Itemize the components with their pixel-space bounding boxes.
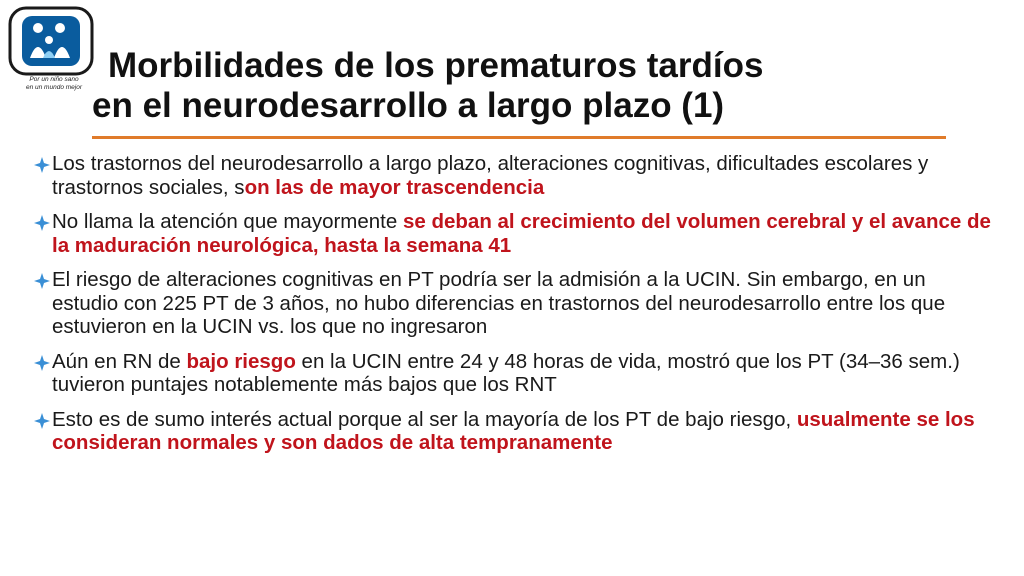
diamond-bullet-icon (34, 215, 50, 231)
diamond-bullet-icon (34, 413, 50, 429)
bullet-text: Esto es de sumo interés actual porque al ser la mayoría de los PT de bajo riesgo, (52, 407, 797, 431)
bullet-highlight: on las de mayor trascendencia (244, 175, 545, 199)
bullet-text: No llama la atención que mayormente (52, 210, 403, 233)
bullet-item (34, 268, 994, 339)
logo-tagline-1: Por un niño sano (29, 76, 79, 83)
logo (8, 6, 94, 76)
bullet-item (34, 152, 994, 199)
diamond-bullet-icon (34, 157, 50, 173)
bullet-text: Aún en RN de (52, 349, 187, 373)
title-line-1: Morbilidades de los prematuros tardíos (108, 46, 764, 85)
diamond-bullet-icon (34, 273, 50, 289)
bullet-text: Los trastornos del neurodesarrollo a largo plazo, alteraciones cognitivas, dificultades escolares y trastornos sociales, s (52, 152, 929, 199)
logo-tagline-2: en un mundo mejor (25, 84, 82, 91)
slide-title (92, 46, 992, 126)
bullet-highlight: bajo riesgo (186, 349, 296, 373)
logo-tagline (14, 76, 94, 92)
bullet-highlight: usualmente se los consideran normales y son dados de alta tempranamente (52, 407, 975, 454)
bullet-item (34, 350, 994, 397)
bullet-list (34, 152, 994, 466)
title-line-2: en el neurodesarrollo a largo plazo (1) (92, 86, 725, 125)
title-divider (92, 136, 946, 139)
bullet-highlight: se deban al crecimiento del volumen cerebral y el avance de la maduración neurológica, hasta la semana 41 (52, 210, 991, 257)
diamond-bullet-icon (34, 355, 50, 371)
bullet-item (34, 408, 994, 455)
bullet-text-tail: en la UCIN entre 24 y 48 horas de vida, mostró que los PT (34–36 sem.) tuvieron puntajes notablemente más bajos que los RNT (52, 349, 960, 396)
family-logo-icon (8, 6, 94, 76)
bullet-text: El riesgo de alteraciones cognitivas en PT podría ser la admisión a la UCIN. Sin embargo, en un estudio con 225 PT de 3 años, no hubo diferencias en trastornos del neurodesarrollo entre los que estuvieron en la UCIN vs. los que no ingresaron (52, 268, 946, 338)
bullet-item (34, 210, 994, 257)
